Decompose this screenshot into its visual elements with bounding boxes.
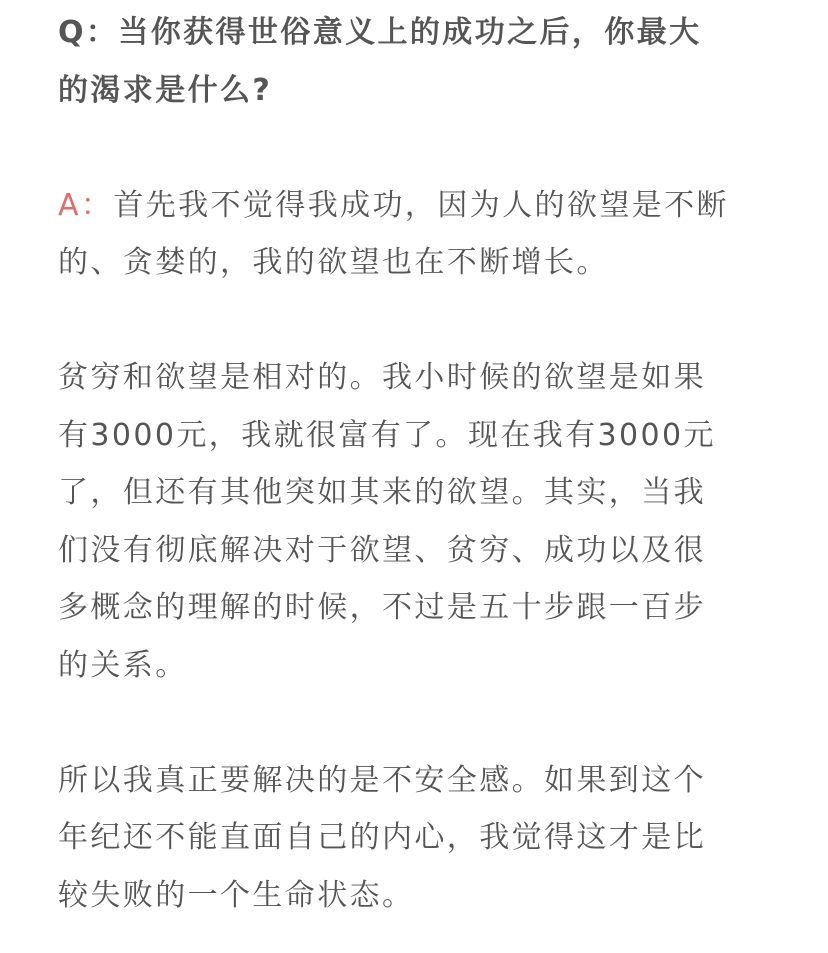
question-label: Q： xyxy=(58,15,119,50)
answer-label: A： xyxy=(58,187,114,223)
answer-block xyxy=(58,177,774,292)
paragraph-gap xyxy=(58,119,774,177)
paragraph-insecurity: 所以我真正要解决的是不安全感。如果到这个 年纪还不能直面自己的内心，我觉得这才是比 较失败的一个生命状态。 xyxy=(58,762,706,913)
answer-text: 首先我不觉得我成功，因为人的欲望是不断 的、贪婪的，我的欲望也在不断增长。 xyxy=(58,187,729,280)
paragraph-gap xyxy=(58,292,774,350)
paragraph-gap xyxy=(58,694,774,752)
question-text: 当你获得世俗意义上的成功之后，你最大 的渴求是什么? xyxy=(58,15,702,108)
article-body xyxy=(58,4,774,924)
question-block xyxy=(58,4,774,119)
paragraph-poverty-desire: 贫穷和欲望是相对的。我小时候的欲望是如果 有3000元，我就很富有了。现在我有3000元 了，但还有其他突如其来的欲望。其实，当我 们没有彻底解决对于欲望、贫穷、成功以及很 多概念的理解的时候，不过是五十步跟一百步 的关系。 xyxy=(58,360,716,683)
